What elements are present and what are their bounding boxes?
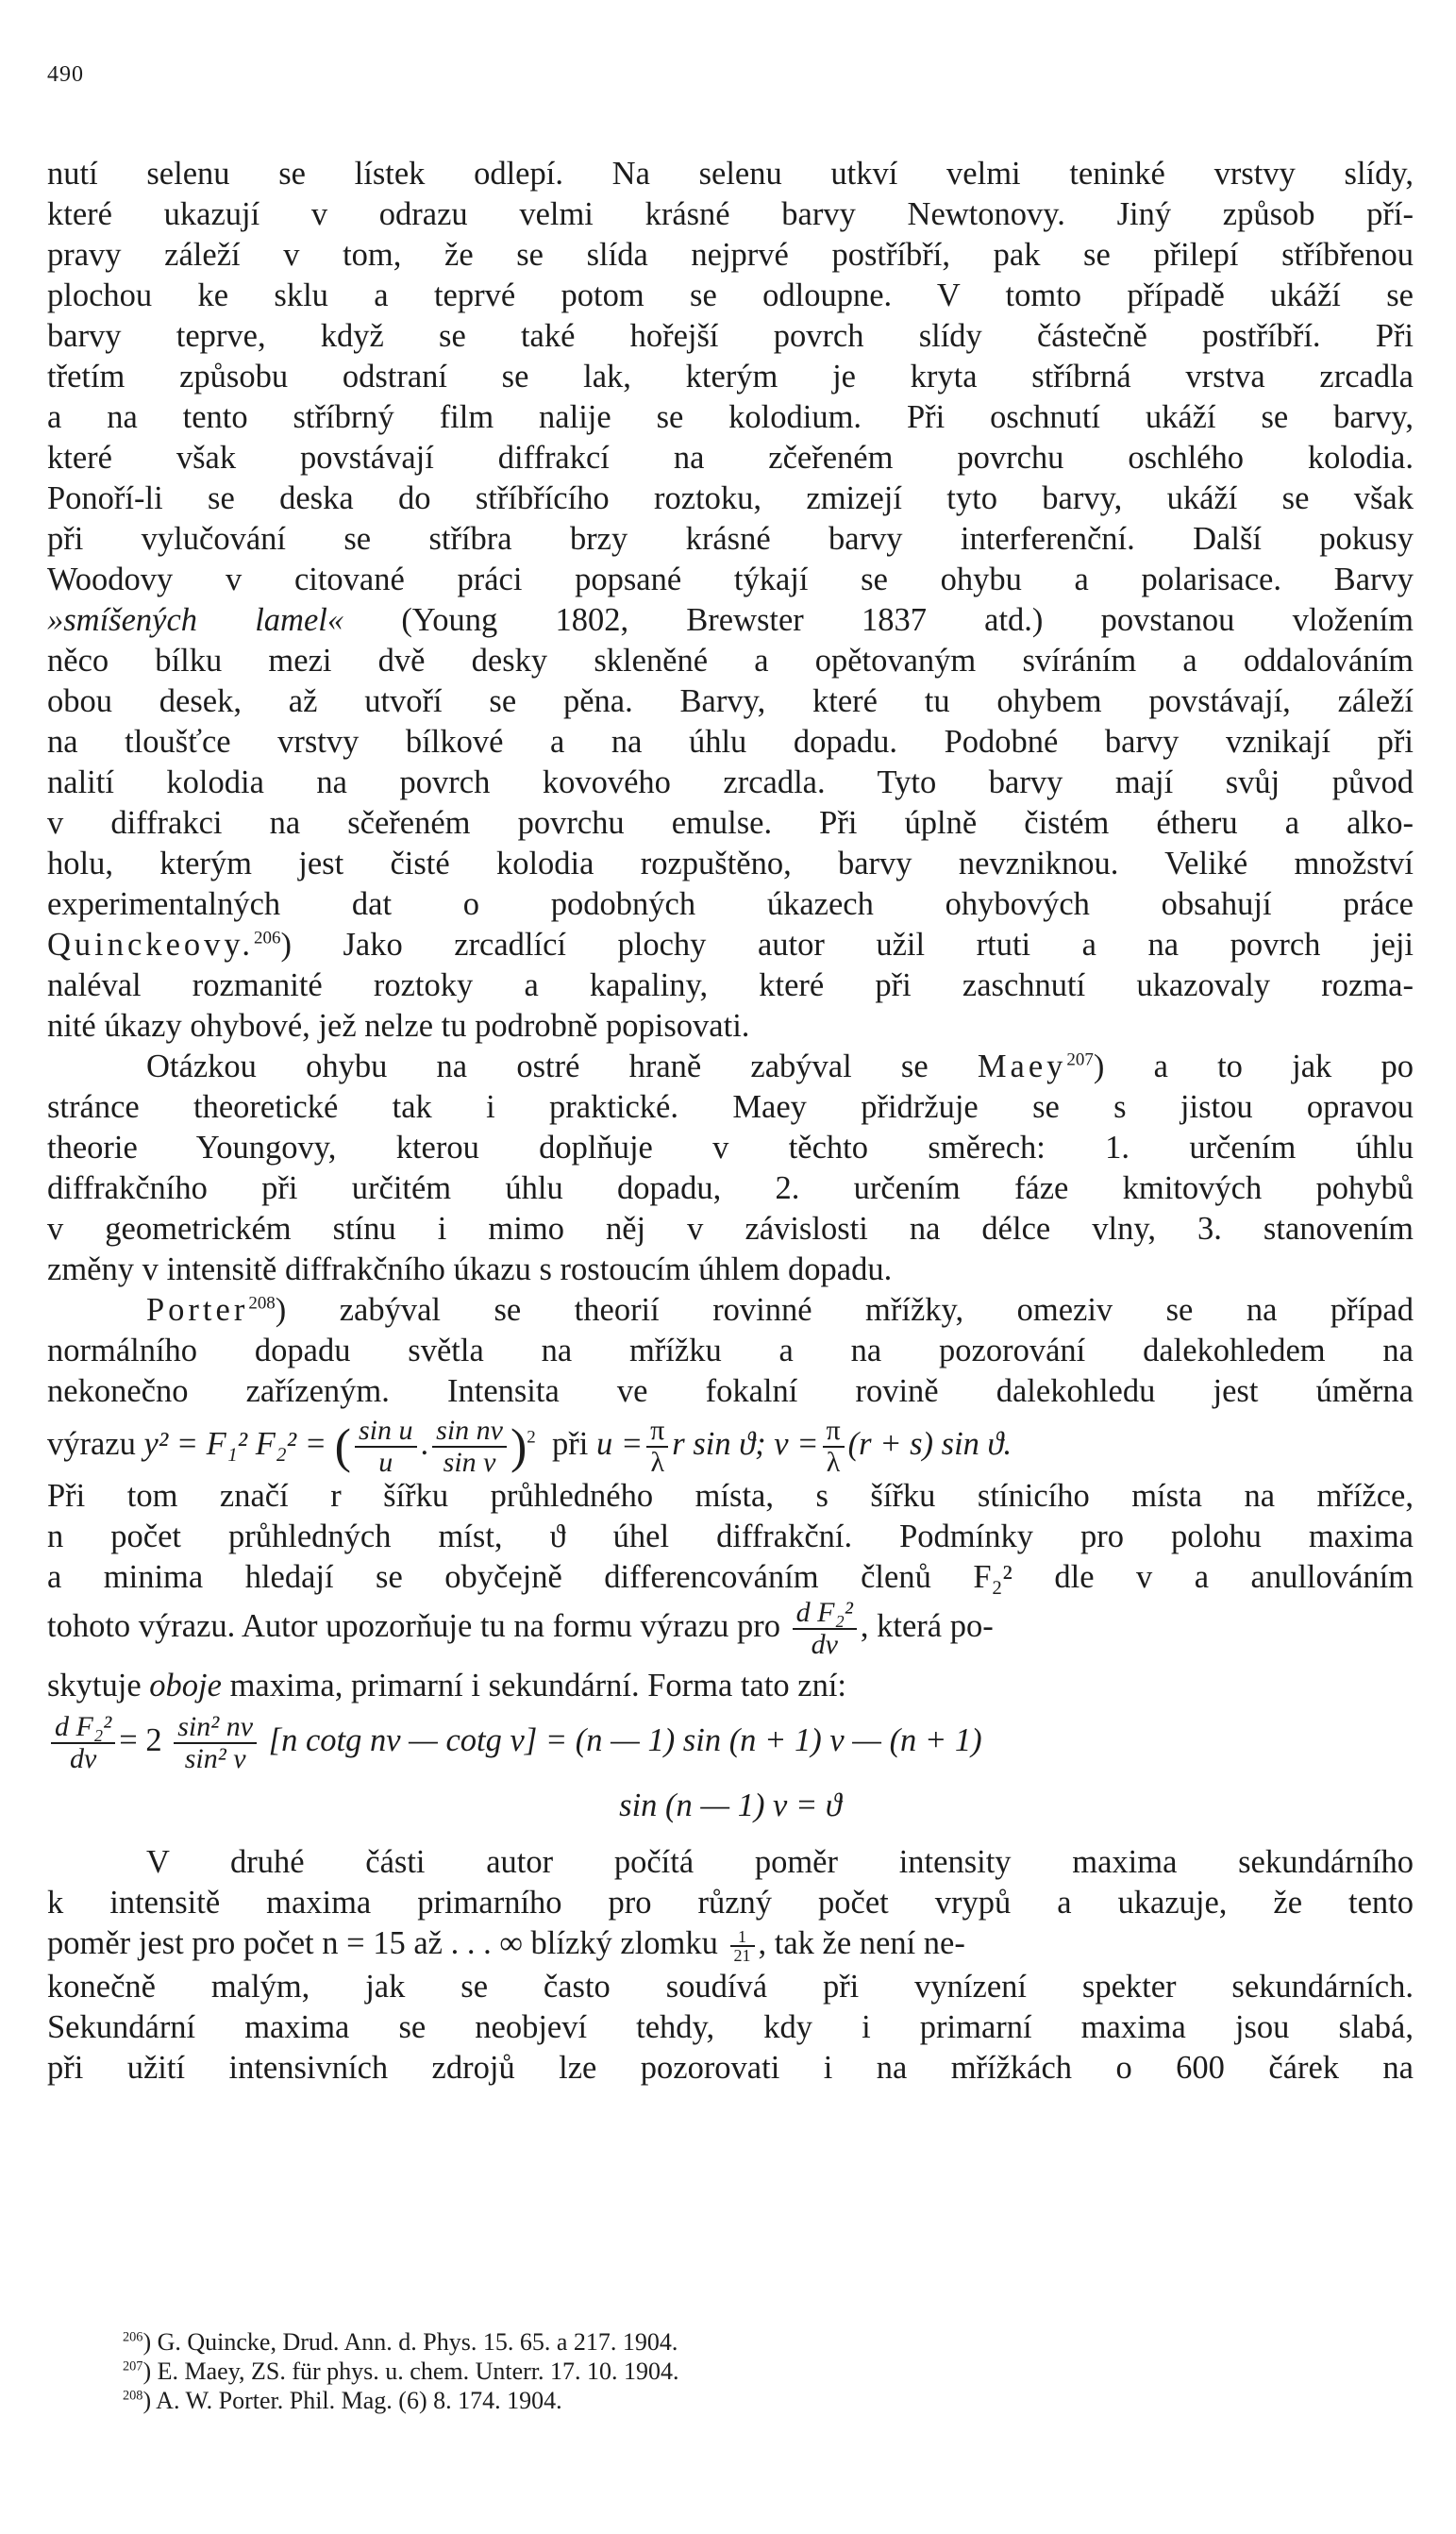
footnotes (123, 2327, 1368, 2415)
text-line: nité úkazy ohybové, jež nelze tu podrobně popisovati. (47, 1008, 750, 1044)
footnote-ref: 208 (248, 1293, 276, 1314)
text-line: a na tento stříbrný film nalije se kolodium. Při oschnutí ukáží se barvy, (47, 399, 1414, 435)
text-line: barvy teprve, když se také hořejší povrch slídy částečně postříbří. Při (47, 318, 1414, 354)
text-line: které ukazují v odrazu velmi krásné barvy Newtonovy. Jiný způsob pří- (47, 196, 1414, 232)
text-line: v diffrakci na sčeřeném povrchu emulse. Při úplně čistém étheru a alko- (47, 805, 1414, 841)
text-line-with-fraction: tohoto výrazu. Autor upozorňuje tu na formu výrazu pro $\frac{\text{d F₂²}}{dv}$ , která po- (47, 1597, 994, 1660)
text-line: skytuje oboje maxima, primarní i sekundární. Forma tato zní: (47, 1668, 847, 1703)
text-line: v geometrickém stínu i mimo něj v závislosti na délce vlny, 3. stanovením (47, 1211, 1414, 1247)
text-line-with-fraction: poměr jest pro počet n = 15 až . . . ∞ blízký zlomku $\frac{1}{21}$ , tak že není ne- (47, 1925, 965, 1966)
text-line: plochou ke sklu a teprvé potom se odloupne. V tomto případě ukáží se (47, 277, 1414, 313)
text-line: při vylučování se stříbra brzy krásné barvy interferenční. Další pokusy (47, 521, 1414, 557)
text-line: třetím způsobu odstraní se lak, kterým je kryta stříbrná vrstva zrcadla (47, 359, 1414, 394)
text-line: a minima hledají se obyčejně differencováním členů F₂² dle v a anullováním (47, 1559, 1414, 1595)
text-line: normálního dopadu světla na mřížku a na pozorování dalekohledem na (47, 1333, 1414, 1368)
footnote: $^{208}$) A. W. Porter. Phil. Mag. (6) 8. 174. 1904. (123, 2387, 562, 2414)
footnote-ref: 206 (254, 928, 281, 948)
page-number: 490 (47, 62, 84, 87)
text-line: které však povstávají diffrakcí na zčeřeném povrchu oschlého kolodia. (47, 440, 1414, 476)
text-line: holu, kterým jest čisté kolodia rozpuštěno, barvy nevzniknou. Veliké množství (47, 846, 1414, 881)
author-maey: Maey (977, 1049, 1067, 1084)
text-line: nalití kolodia na povrch kovového zrcadla. Tyto barvy mají svůj původ (47, 764, 1414, 800)
text-line: Při tom značí r šířku průhledného místa, s šířku stínicího místa na mřížce, (47, 1478, 1414, 1514)
text-line: nekonečno zařízeným. Intensita ve fokalní rovině dalekohledu jest úměrna (47, 1373, 1414, 1409)
equation-intensity: výrazu y² = F₁² F₂² = ( $\frac{\text{sin u}}{u}$ . $\frac{\text{sin nv}}{\text{sin v}}$ )$^2$ při u = $\frac{\pi}{\lambda}$ r sin ϑ; v = $\frac{\pi}{\lambda}$ (r + s) sin ϑ. (47, 1415, 1013, 1478)
text-line: pravy záleží v tom, že se slída nejprvé postříbří, pak se přilepí stříbřenou (47, 237, 1414, 273)
text-line: »smíšených lamel« (Young 1802, Brewster 1837 atd.) povstanou vložením (47, 602, 1414, 638)
text-line: n počet průhledných míst, ϑ úhel diffrakční. Podmínky pro polohu maxima (47, 1519, 1414, 1554)
smisenych-lamel: »smíšených lamel« (47, 602, 344, 638)
text-line: Otázkou ohybu na ostré hraně zabýval se Maey$^{207}$) a to jak po (146, 1049, 1414, 1084)
text-line: V druhé části autor počítá poměr intensity maxima sekundárního (146, 1844, 1414, 1880)
text-line: theorie Youngovy, kterou doplňuje v těchto směrech: 1. určením úhlu (47, 1130, 1414, 1166)
text-line: Porter$^{208}$) zabýval se theorií rovinné mřížky, omeziv se na případ (146, 1292, 1414, 1328)
author-porter: Porter (146, 1292, 249, 1328)
text-line: při užití intensivních zdrojů lze pozorovati i na mřížkách o 600 čárek na (47, 2050, 1414, 2086)
text-line: naléval rozmanité roztoky a kapaliny, které při zaschnutí ukazovaly rozma- (47, 967, 1414, 1003)
text-line: obou desek, až utvoří se pěna. Barvy, které tu ohybem povstávají, záleží (47, 683, 1414, 719)
text-line: konečně malým, jak se často soudívá při vynízení spekter sekundárních. (47, 1969, 1414, 2005)
footnote: $^{206}$) G. Quincke, Drud. Ann. d. Phys. 15. 65. a 217. 1904. (123, 2328, 678, 2356)
text-line: Quinckeovy.$^{206}$) Jako zrcadlící plochy autor užil rtuti a na povrch jeji (47, 927, 1414, 963)
text-line: experimentalných dat o podobných úkazech ohybových obsahují práce (47, 886, 1414, 922)
text-line: něco bílku mezi dvě desky skleněné a opětovaným svíráním a oddalováním (47, 643, 1414, 679)
text-line: nutí selenu se lístek odlepí. Na selenu utkví velmi teninké vrstvy slídy, (47, 156, 1414, 192)
text-line: Ponoří-li se deska do stříbřícího roztoku, zmizejí tyto barvy, ukáží se však (47, 480, 1414, 516)
footnote: $^{207}$) E. Maey, ZS. für phys. u. chem. Unterr. 17. 10. 1904. (123, 2358, 679, 2385)
body-text (47, 154, 1414, 2089)
footnote-ref: 207 (1066, 1049, 1094, 1070)
equation-derivative-line2: sin (n — 1) v = ϑ (619, 1787, 842, 1823)
text-line: na tloušťce vrstvy bílkové a na úhlu dopadu. Podobné barvy vznikají při (47, 724, 1414, 760)
equation-derivative: $\frac{\text{d F₂²}}{dv}$ = 2 $\frac{\text{sin² nv}}{\text{sin² v}}$ [n cotg nv — cotg v] = (n — 1) sin (n + 1) v — (n + 1) (47, 1706, 1414, 1786)
text-line: k intensitě maxima primarního pro různý počet vrypů a ukazuje, že tento (47, 1885, 1414, 1921)
text-line: změny v intensitě diffrakčního úkazu s rostoucím úhlem dopadu. (47, 1251, 893, 1287)
text-line: stránce theoretické tak i praktické. Maey přidržuje se s jistou opravou (47, 1089, 1414, 1125)
text-line: diffrakčního při určitém úhlu dopadu, 2. určením fáze kmitových pohybů (47, 1170, 1414, 1206)
author-quincke: Quinckeovy. (47, 927, 255, 963)
text-line: Sekundární maxima se neobjeví tehdy, kdy i primarní maxima jsou slabá, (47, 2009, 1414, 2045)
text-line: Woodovy v citované práci popsané týkají se ohybu a polarisace. Barvy (47, 562, 1414, 597)
